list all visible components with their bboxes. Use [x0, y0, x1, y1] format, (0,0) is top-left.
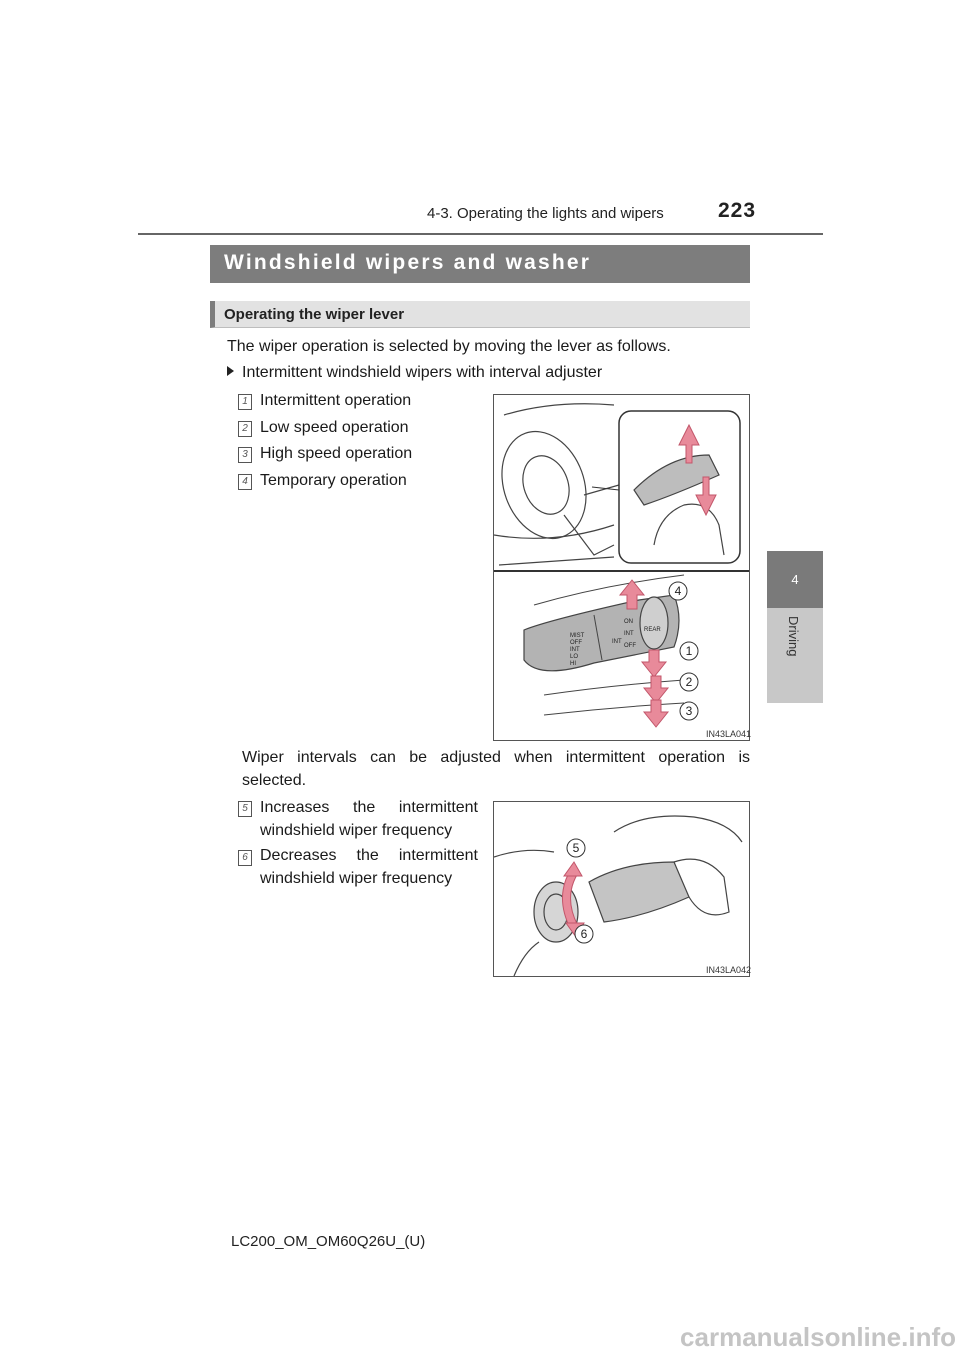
lever-label: INT: [570, 647, 580, 653]
item-number-badge: 1: [238, 394, 252, 410]
lever-label: MIST: [570, 633, 585, 639]
item-number-badge: 2: [238, 421, 252, 437]
wiper-lever-figure: [493, 394, 750, 741]
arrow-intermittent: [642, 650, 666, 677]
footer-doc-id: LC200_OM_OM60Q26U_(U): [231, 1233, 426, 1250]
item-label-line1: Increases the intermittent: [260, 799, 478, 816]
figure-code: IN43LA042: [706, 965, 752, 975]
callout-number: 4: [674, 584, 682, 598]
interval-note-line2: selected.: [242, 772, 307, 789]
lever-label: OFF: [624, 643, 636, 649]
callout-number: 3: [685, 704, 693, 718]
lever-label: LO: [570, 654, 579, 660]
bullet-line: [227, 364, 602, 382]
bullet-text: Intermittent windshield wipers with interval adjuster: [242, 364, 603, 381]
lever-label: INT: [624, 631, 634, 637]
item-label: Low speed operation: [260, 419, 409, 436]
callout-number: 5: [572, 841, 580, 855]
figure-code: IN43LA041: [706, 729, 752, 739]
item-label: Intermittent operation: [260, 392, 412, 409]
item-label-line1: Decreases the intermittent: [260, 847, 478, 864]
item-number-badge: 5: [238, 801, 252, 817]
item-label: High speed operation: [260, 445, 413, 462]
lever-label: REAR: [644, 627, 661, 633]
subsection-title: Operating the wiper lever: [224, 306, 405, 323]
item-label: Temporary operation: [260, 472, 407, 489]
interval-adjuster-figure: [493, 801, 750, 977]
arrow-low: [644, 676, 668, 703]
section-title: Windshield wipers and washer: [224, 251, 592, 274]
header-section-ref: 4-3. Operating the lights and wipers: [427, 205, 664, 222]
callout-number: 6: [580, 927, 588, 941]
lever-label: OFF: [570, 640, 582, 646]
callout-number: 1: [685, 644, 693, 658]
wiper-lever-illustration: [494, 395, 752, 740]
watermark: carmanualsonline.info: [680, 1322, 956, 1352]
item-number-badge: 3: [238, 447, 252, 463]
page-number: 223: [718, 199, 757, 222]
lever-label: INT: [612, 639, 622, 645]
callout-number: 2: [685, 675, 693, 689]
header-rule: [138, 233, 823, 235]
bullet-arrow-icon: [227, 366, 234, 376]
lever-label: ON: [624, 619, 633, 625]
side-tab-number: 4: [791, 572, 799, 587]
item-label-line2: windshield wiper frequency: [260, 870, 453, 887]
item-number-badge: 4: [238, 474, 252, 490]
side-tab-label: Driving: [786, 616, 801, 657]
lever-label: HI: [570, 661, 576, 667]
intro-text: The wiper operation is selected by moving the lever as follows.: [227, 338, 671, 355]
interval-note-line1: Wiper intervals can be adjusted when intermittent operation is: [242, 749, 750, 766]
interval-adjuster-illustration: [494, 802, 752, 976]
item-label-line2: windshield wiper frequency: [260, 822, 453, 839]
item-number-badge: 6: [238, 850, 252, 866]
